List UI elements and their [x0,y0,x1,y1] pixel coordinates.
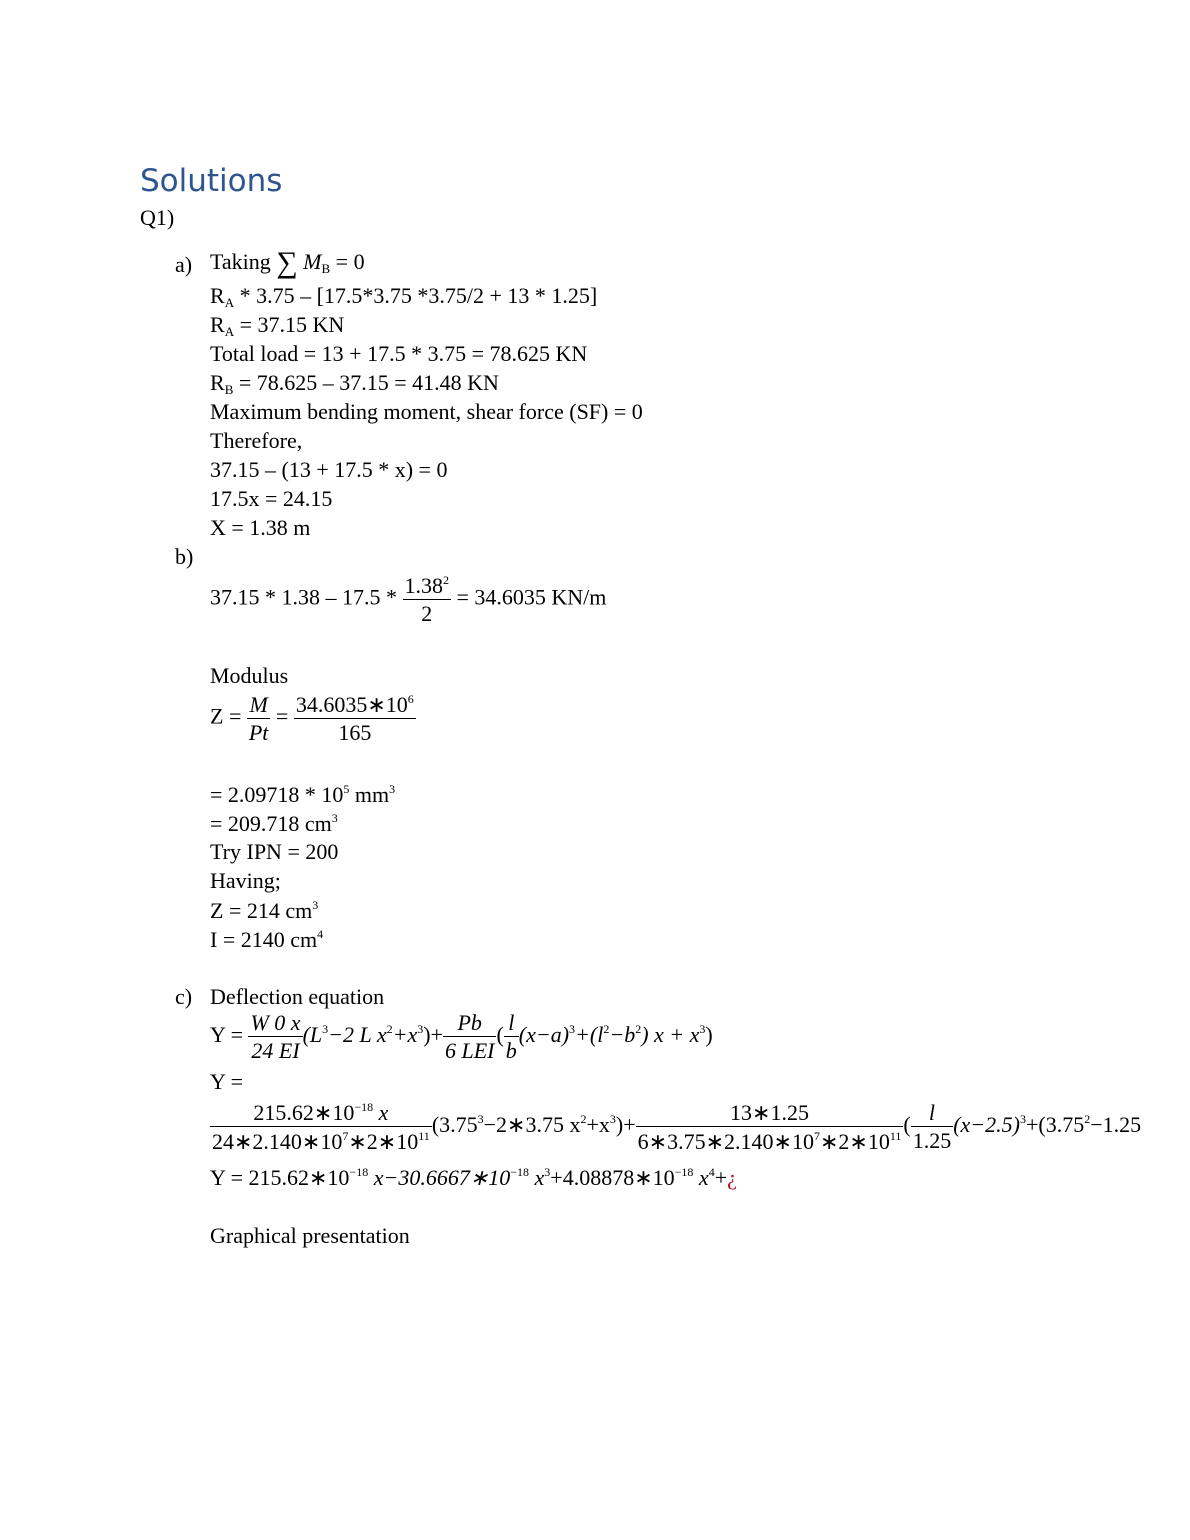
ra-value-line: $R_A = 37.15$ KN [210,312,345,339]
z-fraction-1: $\frac{M}{Pt}$ [248,691,269,745]
ra-equation-line: $R_A * 3.75 - [17.5*3.75$ *3.75/2 + 13 * 1.25] [210,283,598,310]
moment-sub: B [321,261,331,276]
z-result-cm-line: = 209.718 $cm^3$ [210,811,338,836]
deflection-simplified-equation: $Y = 215.62∗10^{-18}$ $x-30.6667∗10^{-18}$ $x^3+4.08878∗10^{-18}$ $x^4+¿$ [210,1165,737,1190]
having-line: Having; [210,868,281,893]
therefore-line: Therefore, [210,428,303,453]
eq3-fraction-3: $\frac{l}{1.25}$ [912,1101,952,1153]
y-equals-line: Y = [210,1069,243,1094]
eq1-fraction-3: $\frac{l}{b}$ [505,1010,517,1063]
x-equation-line: 17.5x = 24.15 [210,486,333,511]
try-ipn-line: Try IPN = 200 [210,839,339,864]
rb-value-line: $R_B = 78.625 - 37.15 = 41.48$ KN [210,370,499,397]
modulus-label: Modulus [210,663,289,688]
eq1-fraction-1: $\frac{W 0 x}{24 EI}$ [250,1010,301,1063]
part-c-marker: c) [175,984,193,1009]
total-load-line: Total load = 13 + 17.5 * 3.75 = 78.625 KN [210,341,588,366]
max-bending-line: Maximum bending moment, shear force (SF) = 0 [210,399,643,424]
deflection-general-equation: Y = $\frac{W 0 x}{24 EI}$ ($L^3-2$ L $x^2+x^3)+$ $\frac{Pb}{\text{6 LEI}}$ ( $\frac{l}{b}$ $(x-a)^3+(l^2-b^2) x + x^3$) [210,1010,713,1063]
z-section-line: Z = 214 $cm^3$ [210,898,319,923]
eq-zero: = 0 [330,249,365,274]
taking-word: Taking [210,249,271,274]
z-equation-line: Z = $\frac{M}{Pt}$ = $\frac{34.6035∗10^6}{165}$ [210,691,414,745]
z-result-mm-line: = $2.09718 * 10^5$ $mm^3$ [210,782,396,807]
z-fraction-2: $\frac{34.6035∗10^6}{165}$ [295,692,414,745]
deflection-title: Deflection equation [210,984,385,1009]
sum-symbol: ∑ [276,246,298,279]
unrendered-glyph: ¿ [727,1165,737,1190]
x-result-line: X = 1.38 m [210,515,311,540]
part-a-marker: a) [175,252,193,277]
taking-moment-line [210,248,365,278]
deflection-substituted-equation: $\frac{215.62∗10^{-18} x}{24∗2.140∗10^7∗2∗10^{11}}$ ($3.75^3-2∗3.75$ $x^2+x^3)+$ $\frac{13∗1.25}{6∗3.75∗2.140∗10^7∗2∗10^{11}}$ ( $\frac{l}{1.25}$ $(x-2.5)^3+(3.75^2-1.25$ [212,1101,1142,1153]
eq3-fraction-1: $\frac{215.62∗10^{-18} x}{24∗2.140∗10^7∗2∗10^{11}}$ [212,1101,430,1153]
eq3-fraction-2: $\frac{13∗1.25}{6∗3.75∗2.140∗10^7∗2∗10^{11}}$ [637,1101,902,1153]
part-b-marker: b) [175,544,194,569]
sf-equation-line: 37.15 – (13 + 17.5 * x) = 0 [210,457,448,482]
i-section-line: I = 2140 $cm^4$ [210,927,324,952]
eq1-fraction-2: $\frac{Pb}{\text{6 LEI}}$ [444,1010,495,1063]
page-title: Solutions [140,163,283,199]
graph-label: Graphical presentation [210,1223,410,1248]
moment-var: M [303,249,322,274]
question-label: Q1) [140,205,175,230]
moment-fraction: $\frac{1.38^2}{2}$ [404,573,449,626]
moment-equation-line: 37.15 * 1.38 – 17.5 * $\frac{1.38^2}{2}$ = 34.6035 KN/m [210,573,607,626]
